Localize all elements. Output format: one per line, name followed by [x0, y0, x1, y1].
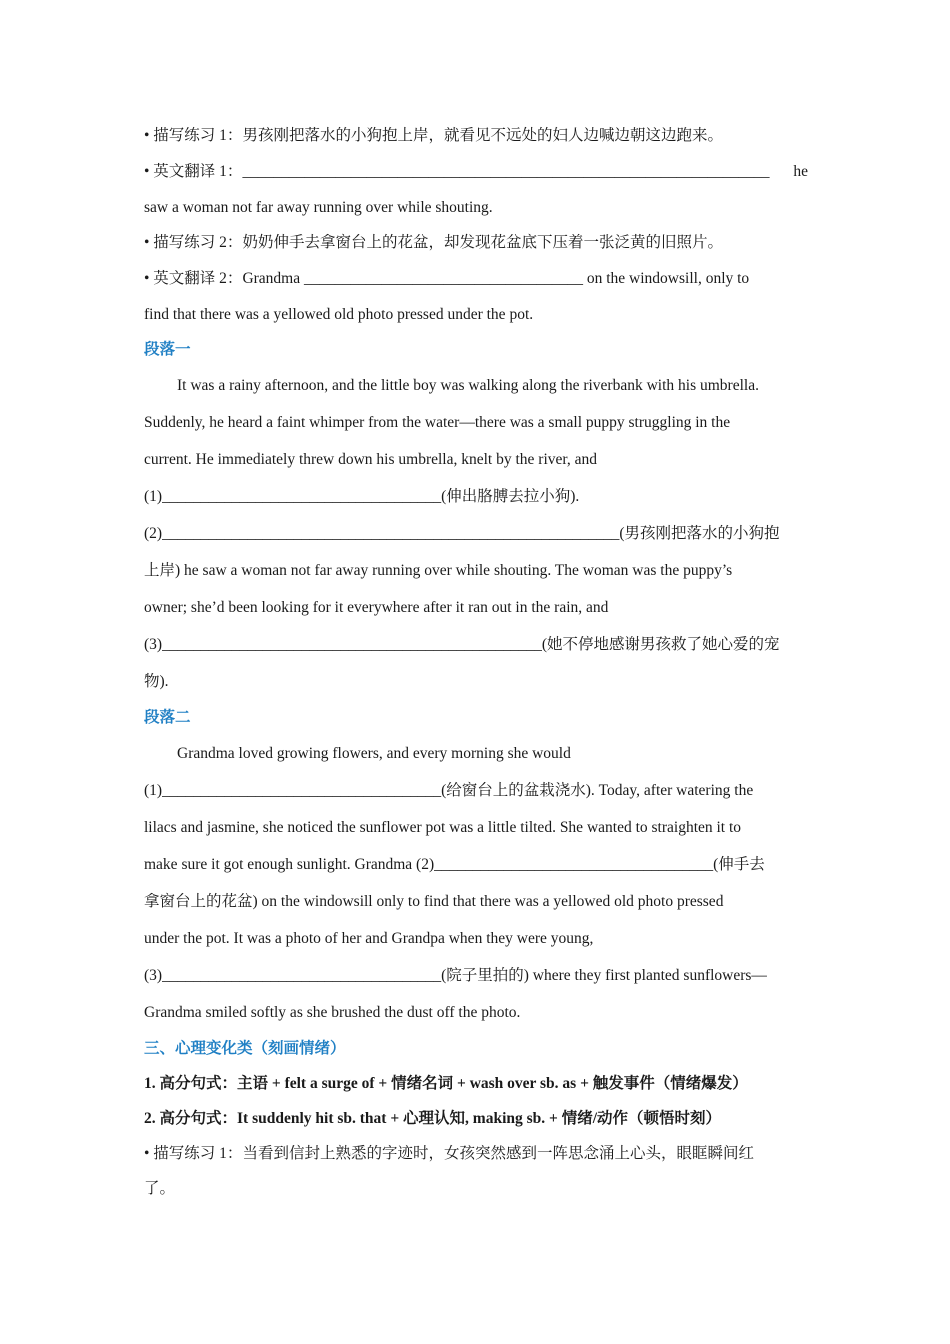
paragraph1-line: owner; she’d been looking for it everywhere after it ran out in the rain, and	[144, 599, 609, 616]
paragraph1-blank-3	[144, 626, 808, 663]
blank-line: ____________________________________	[162, 967, 442, 984]
practice1-trans-end: he	[793, 163, 808, 180]
practice2-trans-blank: ____________________________________	[303, 270, 583, 287]
blank-line: _________________________________________________	[162, 636, 542, 653]
blank-number: (1)	[144, 782, 163, 799]
practice2-trans-line2: find that there was a yellowed old photo pressed under the pot.	[144, 306, 534, 323]
paragraph1-line: It was a rainy afternoon, and the little boy was walking along the riverbank with his umbrella.	[177, 377, 759, 394]
pattern-1: 1. 高分句式：主语 + felt a surge of + 情绪名词 + wash over sb. as + 触发事件（情绪爆发）	[144, 1075, 748, 1092]
paragraph2-blank-1	[144, 772, 808, 809]
section3-practice-description	[144, 1136, 808, 1171]
blank-hint: (给窗台上的盆栽浇水). Today, after watering the	[441, 782, 754, 799]
paragraph1-blank-1	[144, 478, 808, 515]
section3-desc-text: 当看到信封上熟悉的字迹时，女孩突然感到一阵思念涌上心头，眼眶瞬间红	[242, 1145, 754, 1162]
paragraph2-line: under the pot. It was a photo of her and Grandpa when they were young,	[144, 930, 594, 947]
section3-desc-line2: 了。	[144, 1180, 176, 1197]
blank-hint: (男孩刚把落水的小狗抱	[619, 525, 780, 542]
paragraph1-line: Suddenly, he heard a faint whimper from the water—there was a small puppy struggling in the	[144, 414, 731, 431]
paragraph2-line: 拿窗台上的花盆) on the windowsill only to find that there was a yellowed old photo pressed	[144, 893, 724, 910]
blank-line: ____________________________________	[434, 856, 714, 873]
blank-line: ___________________________________________________________	[162, 525, 620, 542]
blank-hint: (她不停地感谢男孩救了她心爱的宠	[541, 636, 780, 653]
paragraph2-line: Grandma loved growing flowers, and every morning she would	[177, 745, 571, 762]
blank-hint: (伸出胳膊去拉小狗).	[441, 488, 580, 505]
blank-number: (3)	[144, 636, 163, 653]
blank-number: (3)	[144, 967, 163, 984]
practice1-trans-label: • 英文翻译 1：	[144, 163, 243, 180]
practice2-trans-end: on the windowsill, only to	[586, 270, 750, 287]
paragraph1-blank-2	[144, 515, 808, 552]
document-page	[144, 118, 808, 1206]
blank-hint: (院子里拍的) where they first planted sunflowers—	[441, 967, 767, 984]
practice2-trans-label: • 英文翻译 2：	[144, 270, 243, 287]
practice1-translation	[144, 153, 808, 190]
practice2-trans-start: Grandma	[242, 270, 301, 287]
practice2-translation	[144, 260, 808, 297]
practice2-desc-label: • 描写练习 2：	[144, 234, 243, 251]
paragraph2-heading: 段落二	[144, 709, 191, 726]
paragraph1-line: 上岸) he saw a woman not far away running over while shouting. The woman was the puppy’s	[144, 562, 733, 579]
paragraph1-line: 物).	[144, 673, 169, 690]
blank-hint: (伸手去	[713, 856, 765, 873]
practice1-description	[144, 118, 808, 153]
blank-number: (2)	[144, 525, 163, 542]
blank-number: (1)	[144, 488, 163, 505]
paragraph2-line: lilacs and jasmine, she noticed the sunflower pot was a little tilted. She wanted to straighten it to	[144, 819, 742, 836]
paragraph2-line: Grandma smiled softly as she brushed the dust off the photo.	[144, 1004, 521, 1021]
practice2-description	[144, 225, 808, 260]
section3-heading: 三、心理变化类（刻画情绪）	[144, 1040, 346, 1057]
blank-line: ____________________________________	[162, 782, 442, 799]
paragraph2-line-start: make sure it got enough sunlight. Grandma (2)	[144, 856, 435, 873]
pattern-2: 2. 高分句式：It suddenly hit sb. that + 心理认知, making sb. + 情绪/动作（顿悟时刻）	[144, 1110, 722, 1127]
practice2-desc-text: 奶奶伸手去拿窗台上的花盆，却发现花盆底下压着一张泛黄的旧照片。	[242, 234, 723, 251]
practice1-trans-line2: saw a woman not far away running over while shouting.	[144, 199, 493, 216]
blank-line: ____________________________________	[162, 488, 442, 505]
practice1-trans-blank: ____________________________________________________________________	[242, 163, 770, 180]
paragraph2-blank-2	[144, 846, 808, 883]
section3-desc-label: • 描写练习 1：	[144, 1145, 243, 1162]
practice1-desc-text: 男孩刚把落水的小狗抱上岸，就看见不远处的妇人边喊边朝这边跑来。	[242, 127, 723, 144]
paragraph1-heading: 段落一	[144, 341, 191, 358]
paragraph1-line: current. He immediately threw down his umbrella, knelt by the river, and	[144, 451, 598, 468]
practice1-desc-label: • 描写练习 1：	[144, 127, 243, 144]
paragraph2-blank-3	[144, 957, 808, 994]
